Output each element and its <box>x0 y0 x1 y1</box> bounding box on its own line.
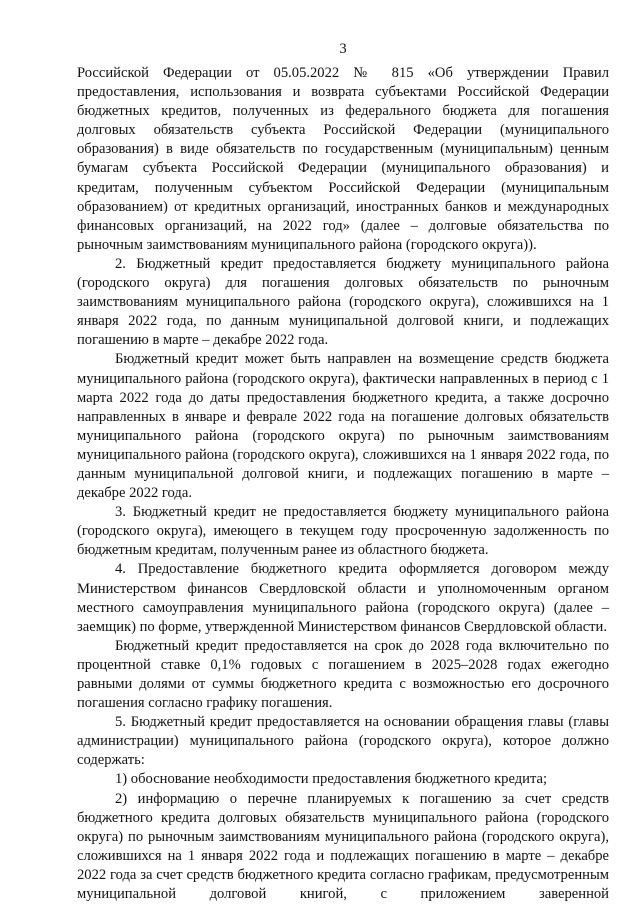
paragraph-item-5: 5. Бюджетный кредит предоставляется на основании обращения главы (главы администрации) муниципального района (городского округа), которое должно содержать: <box>77 714 609 769</box>
paragraph-item-2-reimbursement: Бюджетный кредит может быть направлен на возмещение средств бюджета муниципального района (городского округа), фактически направленных в период с 1 марта 2022 года до даты предоставления бюджетного кредита, а также досрочно направленных в январе и феврале 2022 года на погашение долговых обязательств муниципального района (городского округа) по рыночным заимствованиям муниципального района (городского округа), сложившихся на 1 января 2022 года, по данным муниципальной долговой книги, и подлежащих погашению в марте – декабре 2022 года. <box>77 351 609 502</box>
document-page <box>77 38 609 904</box>
paragraph-item-4-terms: Бюджетный кредит предоставляется на срок до 2028 года включительно по процентной ставке 0,1% годовых с погашением в 2025–2028 годах ежегодно равными долями от суммы бюджетного кредита с возможностью его досрочного погашения согласно графику погашения. <box>77 637 609 712</box>
paragraph-item-4: 4. Предоставление бюджетного кредита оформляется договором между Министерством финансов Свердловской области и уполномоченным органом местного самоуправления муниципального района (городского округа) (далее – заемщик) по форме, утвержденной Министерством финансов Свердловской области. <box>77 561 609 635</box>
paragraph-item-5-subitem-1: 1) обоснование необходимости предоставления бюджетного кредита; <box>115 771 548 788</box>
page-number: 3 <box>339 41 347 57</box>
paragraph-item-5-subitem-2: 2) информацию о перечне планируемых к погашению за счет средств бюджетного кредита долговых обязательств муниципального района (городского округа) по рыночным заимствованиям муниципального района (городского округа), сложившихся на 1 января 2022 года и подлежащих погашению в марте – декабре 2022 года за счет средств бюджетного кредита согласно графикам, предусмотренным муниципальной долговой книгой, с приложением заверенной <box>77 790 609 903</box>
paragraph-item-3: 3. Бюджетный кредит не предоставляется бюджету муниципального района (городского округа), имеющего в текущем году просроченную задолженность по бюджетным кредитам, полученным ранее из областного бюджета. <box>77 504 609 559</box>
paragraph-item-2: 2. Бюджетный кредит предоставляется бюджету муниципального района (городского округа) для погашения долговых обязательств по рыночным заимствованиям муниципального района (городского округа), сложившихся на 1 января 2022 года, по данным муниципальной долговой книги, и подлежащих погашению в марте – декабре 2022 года. <box>77 255 609 349</box>
paragraph-decree-reference: Российской Федерации от 05.05.2022 № 815 «Об утверждении Правил предоставления, использования и возврата субъектами Российской Федерации бюджетных кредитов, полученных из федерального бюджета для погашения долговых обязательств субъекта Российской Федерации (муниципального образования) в виде обязательств по государственным (муниципальным) ценным бумагам субъекта Российской Федерации (муниципального образования) и кредитам, полученным субъектом Российской Федерации (муниципальным образованием) от кредитных организаций, иностранных банков и международных финансовых организаций, на 2022 год» (далее – долговые обязательства по рыночным заимствованиям муниципального района (городского округа)). <box>77 65 609 253</box>
